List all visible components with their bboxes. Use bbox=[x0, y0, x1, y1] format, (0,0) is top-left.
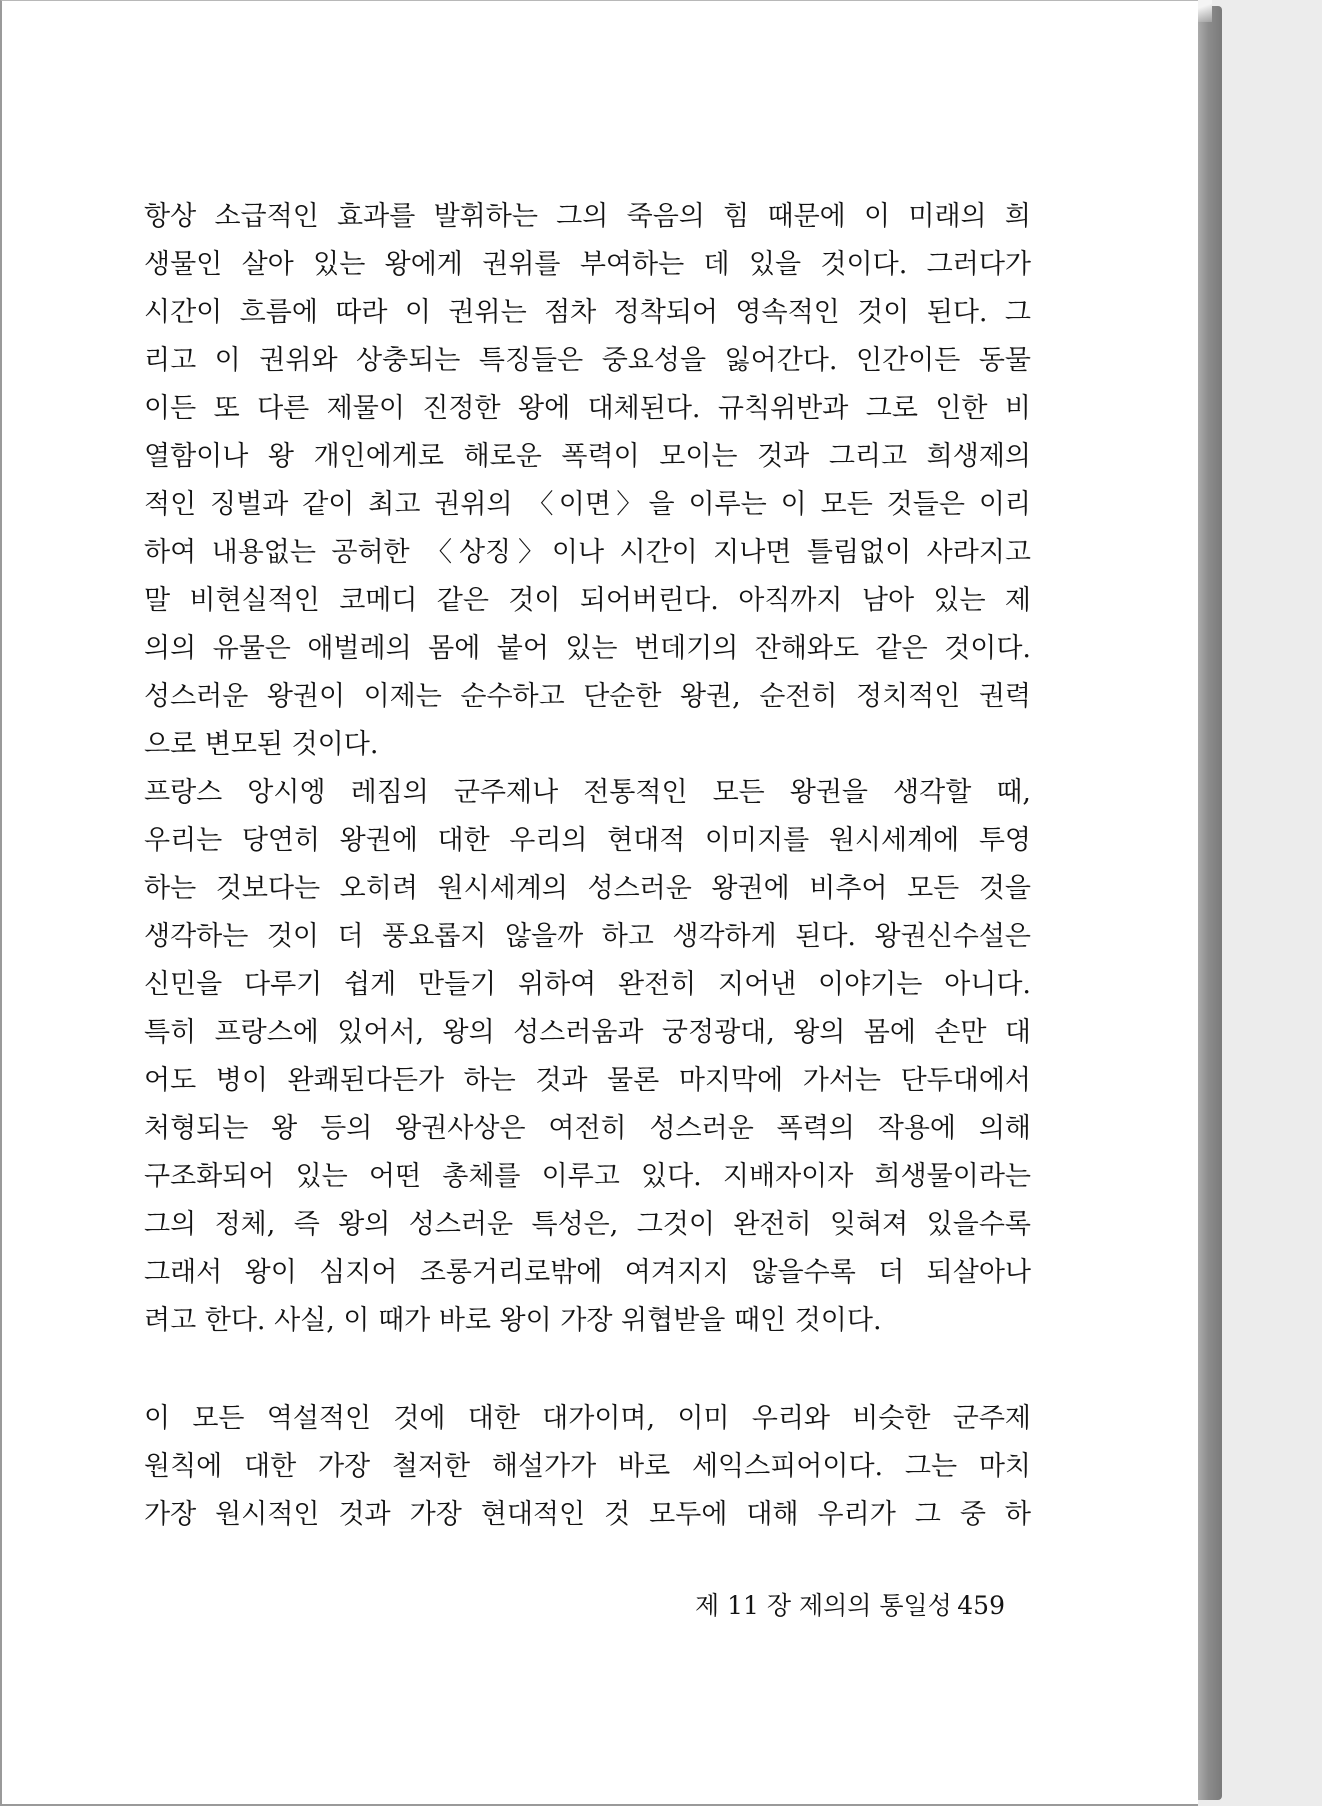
text-line: 적인 징벌과 같이 최고 권위의 〈이면〉을 이루는 이 모든 것들은 이리 bbox=[144, 489, 1031, 520]
section-break bbox=[144, 1345, 1031, 1395]
text-line: 성스러운 왕권이 이제는 순수하고 단순한 왕권, 순전히 정치적인 권력 bbox=[144, 681, 1031, 712]
text-line: 항상 소급적인 효과를 발휘하는 그의 죽음의 힘 때문에 이 미래의 희 bbox=[144, 201, 1031, 232]
text-line: 구조화되어 있는 어떤 총체를 이루고 있다. 지배자이자 희생물이라는 bbox=[144, 1161, 1031, 1192]
paragraph-3 bbox=[144, 1395, 1031, 1539]
text-line: 우리는 당연히 왕권에 대한 우리의 현대적 이미지를 원시세계에 투영 bbox=[144, 825, 1031, 856]
text-line: 처형되는 왕 등의 왕권사상은 여전히 성스러운 폭력의 작용에 의해 bbox=[144, 1113, 1031, 1144]
text-line: 열함이나 왕 개인에게로 해로운 폭력이 모이는 것과 그리고 희생제의 bbox=[144, 441, 1031, 472]
text-line: 프랑스 앙시엥 레짐의 군주제나 전통적인 모든 왕권을 생각할 때, bbox=[144, 777, 1031, 808]
paragraph-1 bbox=[144, 193, 1031, 769]
text-line: 말 비현실적인 코메디 같은 것이 되어버린다. 아직까지 남아 있는 제 bbox=[144, 585, 1031, 616]
paragraph-2 bbox=[144, 769, 1031, 1345]
text-line: 하여 내용없는 공허한 〈상징〉이나 시간이 지나면 틀림없이 사라지고 bbox=[144, 537, 1031, 568]
text-line: 이 모든 역설적인 것에 대한 대가이며, 이미 우리와 비슷한 군주제 bbox=[144, 1403, 1031, 1434]
text-line: 려고 한다. 사실, 이 때가 바로 왕이 가장 위협받을 때인 것이다. bbox=[144, 1305, 882, 1336]
text-line: 그의 정체, 즉 왕의 성스러운 특성은, 그것이 완전히 잊혀져 있을수록 bbox=[144, 1209, 1031, 1240]
chapter-title: 제 11 장 제의의 통일성 bbox=[695, 1591, 952, 1620]
page-number: 459 bbox=[957, 1591, 1005, 1620]
text-line: 하는 것보다는 오히려 원시세계의 성스러운 왕권에 비추어 모든 것을 bbox=[144, 873, 1031, 904]
text-line: 어도 병이 완쾌된다든가 하는 것과 물론 마지막에 가서는 단두대에서 bbox=[144, 1065, 1031, 1096]
text-line: 특히 프랑스에 있어서, 왕의 성스러움과 궁정광대, 왕의 몸에 손만 대 bbox=[144, 1017, 1031, 1048]
text-line: 생각하는 것이 더 풍요롭지 않을까 하고 생각하게 된다. 왕권신수설은 bbox=[144, 921, 1031, 952]
text-line: 이든 또 다른 제물이 진정한 왕에 대체된다. 규칙위반과 그로 인한 비 bbox=[144, 393, 1031, 424]
text-line: 생물인 살아 있는 왕에게 권위를 부여하는 데 있을 것이다. 그러다가 bbox=[144, 249, 1031, 280]
page-body bbox=[144, 193, 1031, 1539]
running-footer bbox=[695, 1586, 1005, 1626]
text-line: 으로 변모된 것이다. bbox=[144, 729, 379, 760]
text-line: 신민을 다루기 쉽게 만들기 위하여 완전히 지어낸 이야기는 아니다. bbox=[144, 969, 1031, 1000]
text-line: 의의 유물은 애벌레의 몸에 붙어 있는 번데기의 잔해와도 같은 것이다. bbox=[144, 633, 1031, 664]
text-line: 그래서 왕이 심지어 조롱거리로밖에 여겨지지 않을수록 더 되살아나 bbox=[144, 1257, 1031, 1288]
text-line: 원칙에 대한 가장 철저한 해설가가 바로 세익스피어이다. 그는 마치 bbox=[144, 1451, 1031, 1482]
text-line: 가장 원시적인 것과 가장 현대적인 것 모두에 대해 우리가 그 중 하 bbox=[144, 1499, 1031, 1530]
text-line: 시간이 흐름에 따라 이 권위는 점차 정착되어 영속적인 것이 된다. 그 bbox=[144, 297, 1031, 328]
text-line: 리고 이 권위와 상충되는 특징들은 중요성을 잃어간다. 인간이든 동물 bbox=[144, 345, 1031, 376]
